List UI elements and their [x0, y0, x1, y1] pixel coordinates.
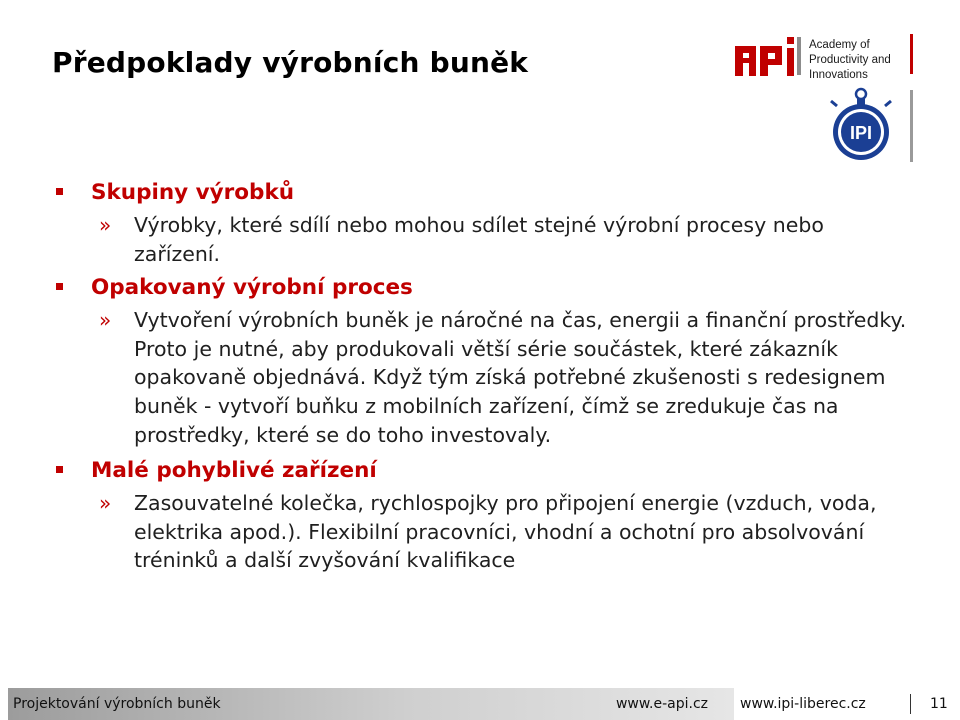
sub-bullet-text: Vytvoření výrobních buněk je náročné na čas, energii a finanční prostředky. Proto je nutné, aby produkovali větší série součástek, které zákazník opakovaně objednává. Když tým získá potřebné zkušenosti s redesignem buněk - vytvoří buňku z mobilních zařízení, čímž se zredukuje čas na prostředky, které se do toho investovaly.: [134, 308, 907, 447]
page-number: 11: [930, 696, 948, 712]
api-letters-icon: [735, 37, 801, 76]
logo-line-2: Productivity and: [809, 54, 891, 66]
slide-content: [54, 178, 914, 575]
slide-title: Předpoklady výrobních buněk: [52, 46, 529, 79]
footer-link-ipi[interactable]: www.ipi-liberec.cz: [740, 696, 866, 712]
api-ipi-logo: [735, 34, 925, 166]
chevron-bullet-icon: »: [99, 213, 112, 237]
square-bullet-icon: [56, 283, 63, 290]
bullet-heading: Opakovaný výrobní proces: [91, 275, 413, 301]
bullet-product-groups: [54, 178, 914, 208]
logo-divider-red: [910, 34, 913, 74]
slide-footer: [0, 688, 960, 720]
bullet-heading: Malé pohyblivé zařízení: [91, 458, 377, 484]
footer-bar: [8, 688, 734, 720]
footer-title: Projektování výrobních buněk: [13, 696, 221, 712]
sub-bullet-text: Výrobky, které sdílí nebo mohou sdílet stejné výrobní procesy nebo zařízení.: [134, 213, 824, 266]
bullet-repeated-process: [54, 273, 914, 303]
footer-link-e-api[interactable]: www.e-api.cz: [615, 696, 708, 712]
square-bullet-icon: [56, 188, 63, 195]
footer-separator: [910, 694, 911, 714]
ipi-stopwatch-icon: [831, 89, 891, 160]
bullet-heading: Skupiny výrobků: [91, 180, 295, 205]
logo-line-3: Innovations: [809, 69, 868, 81]
logo-divider-grey: [910, 90, 913, 162]
ipi-badge-text: IPI: [849, 123, 873, 143]
bullet-small-mobile-equipment: [54, 456, 914, 486]
square-bullet-icon: [56, 466, 63, 473]
api-academy-text: [809, 38, 919, 83]
sub-bullet-text: Zasouvatelné kolečka, rychlospojky pro připojení energie (vzduch, voda, elektrika apod.). Flexibilní pracovníci, vhodní a ochotní pro absolvování tréninků a další zvyšování kvalifikace: [134, 491, 877, 573]
footer-right: [734, 688, 960, 720]
chevron-bullet-icon: »: [99, 308, 112, 333]
sub-bullet: [54, 210, 914, 268]
sub-bullet: [54, 305, 914, 449]
chevron-bullet-icon: »: [99, 491, 112, 516]
logo-line-1: Academy of: [809, 39, 870, 51]
sub-bullet: [54, 488, 914, 575]
